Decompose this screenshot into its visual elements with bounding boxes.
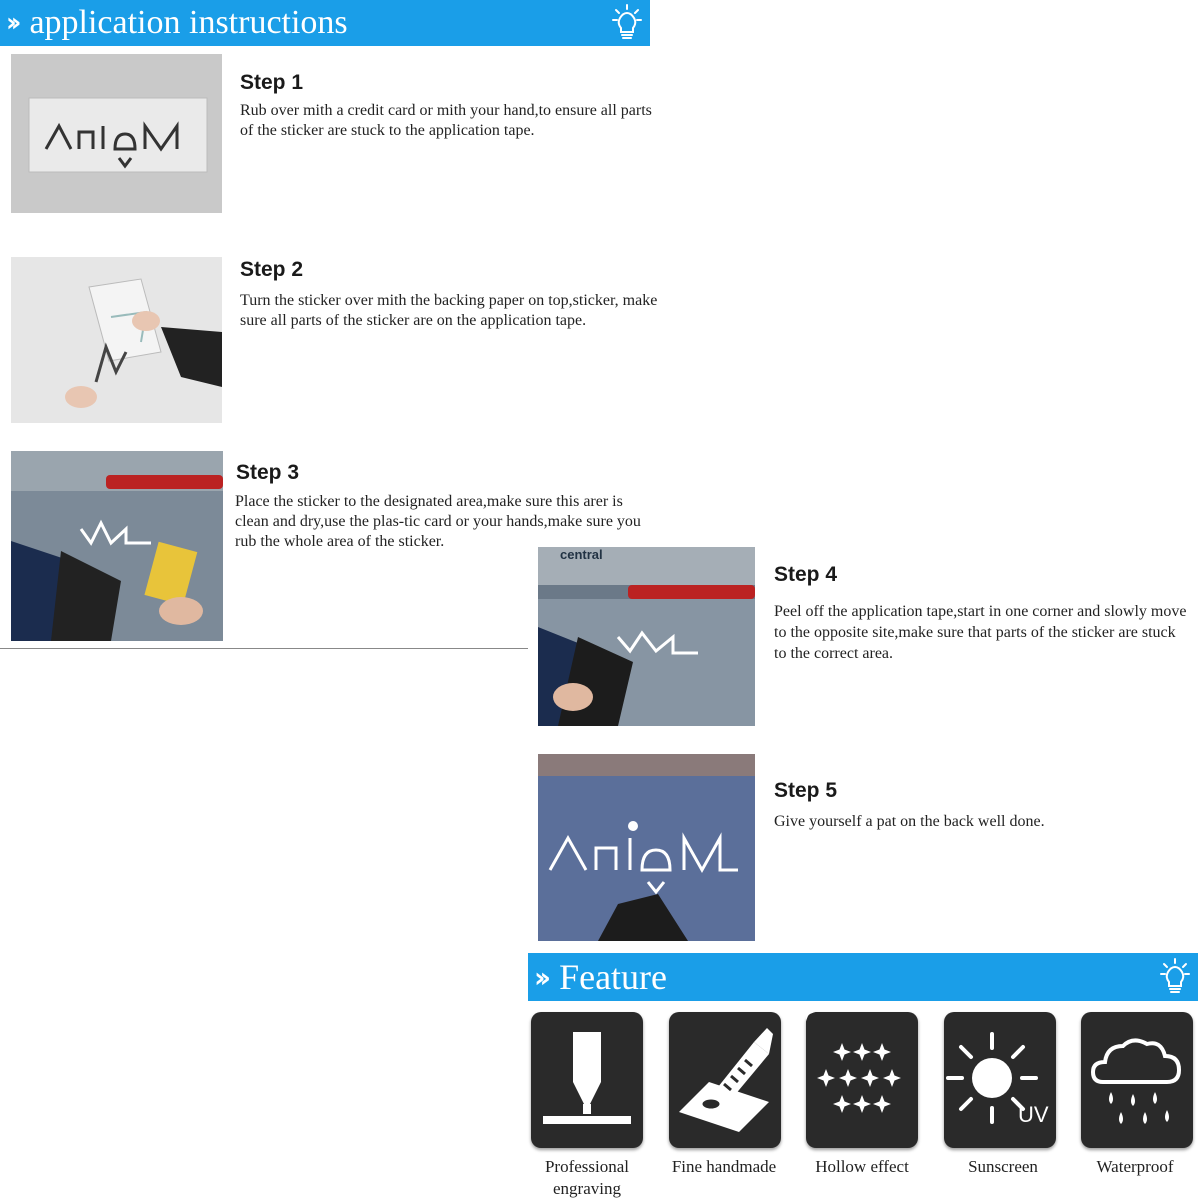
- rain-cloud-icon: [1081, 1012, 1193, 1148]
- engraving-icon: [531, 1012, 643, 1148]
- chevron-right-icon: ››: [534, 960, 546, 994]
- feature-title: Feature: [559, 957, 668, 997]
- step-1-photo: [11, 54, 222, 213]
- feature-label-waterproof: Waterproof: [1096, 1157, 1174, 1176]
- chevron-right-icon: ››: [6, 8, 16, 38]
- application-instructions-banner: [0, 0, 650, 46]
- sun-uv-icon: [944, 1012, 1056, 1148]
- step-3-photo: [11, 451, 223, 641]
- step-2-photo: [11, 257, 222, 423]
- step-4-text: Peel off the application tape,start in one corner and slowly move to the opposite site,make sure that parts of the sticker are stuck to the correct area.: [774, 603, 1187, 662]
- feature-label-professional-engraving: Professional engraving: [544, 1157, 630, 1198]
- craft-knife-icon: [669, 1012, 781, 1148]
- step-5-title: Step 5: [774, 779, 838, 802]
- hollow-stars-icon: [806, 1012, 918, 1148]
- banner-title: application instructions: [29, 4, 348, 41]
- feature-label-hollow-effect: Hollow effect: [815, 1157, 909, 1176]
- feature-label-sunscreen: Sunscreen: [968, 1157, 1038, 1176]
- lightbulb-icon: [612, 4, 642, 47]
- photo-sign-text: central: [560, 547, 603, 562]
- step-4-title: Step 4: [774, 563, 838, 586]
- step-2-title: Step 2: [240, 258, 304, 281]
- feature-label-fine-handmade: Fine handmade: [671, 1157, 777, 1176]
- step-3-text: Place the sticker to the designated area,make sure this arer is clean and dry,use the plas-tic card or your hands,make sure you rub the whole area of the sticker.: [235, 493, 641, 550]
- section-divider: [0, 648, 528, 649]
- feature-banner: [528, 953, 1198, 1001]
- uv-label: UV: [1018, 1102, 1049, 1127]
- step-4-photo: [538, 547, 755, 726]
- step-2-text: Turn the sticker over mith the backing paper on top,sticker, make sure all parts of the sticker are on the application tape.: [240, 292, 658, 329]
- step-5-text: Give yourself a pat on the back well done.: [774, 813, 1045, 830]
- step-3-title: Step 3: [236, 461, 300, 484]
- lightbulb-icon: [1160, 958, 1190, 1001]
- step-1-text: Rub over mith a credit card or mith your hand,to ensure all parts of the sticker are stuck to the application tape.: [240, 102, 652, 139]
- step-5-photo: [538, 754, 755, 941]
- step-1-title: Step 1: [240, 71, 304, 94]
